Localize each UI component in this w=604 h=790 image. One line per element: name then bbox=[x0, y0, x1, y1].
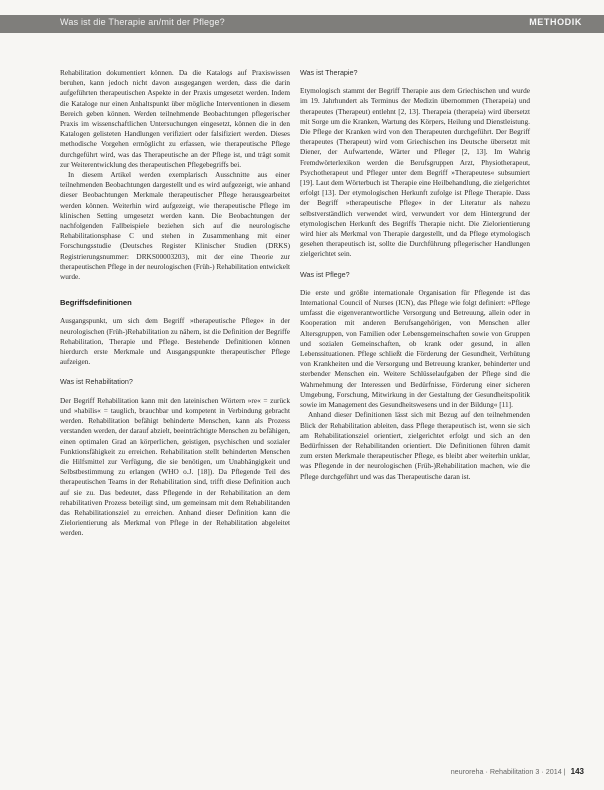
running-header bbox=[0, 15, 604, 33]
page-number: 143 bbox=[570, 767, 584, 776]
page-footer bbox=[451, 767, 584, 776]
paragraph: Der Begriff Rehabilitation kann mit den lateinischen Wörtern »re« = zurück und »habilis« = tauglich, brauchbar und kompetent in Verbindung gebracht werden. Rehabilitation befähigt behinderte Menschen, kann als Prozess verstanden werden, der darauf abzielt, beeinträchtigte Menschen zu befähigen, einen optimalen Grad an körperlichen, geistigen, psychischen und sozialer Funktionsfähigkeit zu erreichen. Rehabilitation stellt behinderten Menschen die Hilfsmittel zur Verfügung, die sie benötigen, um Unabhängigkeit und Selbstbestimmung zu erlangen (WHO o.J. [18]). Da Pflegende Teil des therapeutischen Teams in der Rehabilitation sind, trifft diese Definition auch auf sie zu. Das bedeutet, dass Pflegende in der Rehabilitation an dem rehabilitativen Prozess beteiligt sind, um gemeinsam mit dem Rehabilitanden das Rehabilitationsziel zu erreichen. Anhand dieser Definition kann die Zielorientierung als Merkmal von Pflege in der Rehabilitation abgeleitet werden. bbox=[60, 395, 290, 538]
paragraph: Etymologisch stammt der Begriff Therapie aus dem Griechischen und wurde im 19. Jahrhundert als Terminus der Medizin übernommen (Therapeia) und therapeutes (Therapeut) entlehnt [2, 13]. Therapeia (therapeia) wird übersetzt mit Sorge um die Kranken, Wartung des Körpers, Heilung und Dienstleistung. Die Pflege der Kranken wird von den Therapeuten durchgeführt. Der Begriff therapeutes (Therapeut) wird vom Griechischen ins Deutsche übersetzt mit Diener, der Aufwartende, Wärter und Pfleger [2, 13]. Im Wahrig Fremdwörterlexikon werden die Berufsgruppen Arzt, Physiotherapeut, Psychotherapeut und Pfleger unter dem Begriff »Therapeutes« subsumiert [19]. Laut dem Wörterbuch ist Therapie eine Heilbehandlung, die zielgerichtet erfolgt [13]. Der etymologischen Herkunft zufolge ist Pflege Therapie. Dass der Begriff »therapeutische Pflege« in der Literatur als nahezu selbstverständlich verwendet wird, verwundert vor dem Hintergrund der etymologischen Herkunft des Begriffs Therapie nicht. Die Zielorientierung wird hier als Merkmal von Therapie dargestellt, und da Pflege etymologisch gesehen therapeutisch ist, sollte die Durchführung pflegerischer Handlungen zielgerichtet sein. bbox=[300, 86, 530, 259]
left-column bbox=[60, 68, 290, 539]
subheading-rehabilitation: Was ist Rehabilitation? bbox=[60, 377, 133, 387]
subheading-pflege: Was ist Pflege? bbox=[300, 269, 350, 279]
subheading-therapie: Was ist Therapie? bbox=[300, 68, 358, 77]
paragraph: Rehabilitation dokumentiert können. Da die Katalogs auf Praxiswissen beruhen, kann jedoch nicht davon ausgegangen werden, dass die darin aufgeführten therapeutischen Aspekte in der Praxis umgesetzt werden. Indem die Kataloge nur einen Anhaltspunkt über mögliche Interventionen in diesem Bereich geben können. Werden teilnehmende Beobachtungen pflegerischer Praxis im wissenschaftlichen Untersuchungen eingesetzt, können die in den Katalogen gelisteten Handlungen verifiziert oder falsifiziert werden. Dieses methodische Vorgehen ermöglicht zu erfassen, wie therapeutische Pflege durchgeführt wird, was das Therapeutische an der Pflege ist, und trägt somit zur Weiterentwicklung des therapeutischen Pflegebegriffs bei. bbox=[60, 68, 290, 169]
paragraph: In diesem Artikel werden exemplarisch Ausschnitte aus einer teilnehmenden Beobachtungen dargestellt und es wird aufgezeigt, wie anhand dieser Beobachtungen Merkmale therapeutischer Pflege herausgearbeitet werden können. Weiterhin wird aufgezeigt, wie therapeutische Pflege im klinischen Setting umgesetzt werden kann. Die Beobachtungen der nachfolgenden Fallbeispiele beziehen sich auf die neurologische Rehabilitationsphase C und stehen in Zusammenhang mit einer Forschungsstudie (Deutsches Register Klinischer Studien (DRKS) Registrierungsnummer: DRKS00003203), mit der eine Theorie zur therapeutischen Pflege in der neurologischen (Früh-) Rehabilitation entwickelt wurde. bbox=[60, 170, 290, 282]
right-column bbox=[300, 68, 530, 482]
paragraph: Ausgangspunkt, um sich dem Begriff »therapeutische Pflege« in der neurologischen (Früh-)Rehabilitation zu nähern, ist die Definition der Begriffe Rehabilitation, Therapie und Pflege. Bestehende Definitionen können hierdurch erste Merkmale und Ausgangspunkte therapeutischer Pflege aufzeigen. bbox=[60, 316, 290, 367]
heading-begriffsdefinitionen: Begriffsdefinitionen bbox=[60, 298, 132, 308]
paragraph: Anhand dieser Definitionen lässt sich mit Bezug auf den teilnehmenden Blick der Rehabilitation ableiten, dass Pflege therapeutisch ist, wenn sie sich am Rehabilitationsziel orientiert, zielgerichtet erfolgt und sich an den Bedürfnissen der Rehabilitanden orientiert. Die Definitionen führen damit zum ersten Merkmale therapeutischer Pflege, es bleibt aber weiterhin unklar, was Pflegende in der neurologischen (Früh-)Rehabilitation machen, wie die Pflege durchgeführt und was das Therapeutische daran ist. bbox=[300, 410, 530, 481]
section-label: METHODIK bbox=[529, 17, 582, 27]
journal-name: neuroreha · Rehabilitation 3 · 2014 | bbox=[450, 767, 566, 776]
paragraph: Die erste und größte internationale Organisation für Pflegende ist das International Council of Nurses (ICN), das Pflege wie folgt definiert: »Pflege umfasst die eigenverantwortliche Versorgung und Betreuung, allein oder in Kooperation mit anderen Berufsangehörigen, von Menschen aller Altersgruppen, von Familien oder Lebensgemeinschaften sowie von Gruppen und sozialen Gemeinschaften, ob krank oder gesund, in allen Lebenssituationen. Pflege schließt die Förderung der Gesundheit, Verhütung von Krankheiten und die Versorgung und Betreuung kranker, behinderter und sterbender Menschen ein. Weitere Schlüsselaufgaben der Pflege sind die Wahrnehmung der Interessen und Bedürfnisse, Förderung einer sicheren Umgebung, Forschung, Mitwirkung in der Gestaltung der Gesundheitspolitik sowie im Management des Gesundheitswesens und in der Bildung« [11]. bbox=[300, 287, 530, 410]
header-title: Was ist die Therapie an/mit der Pflege? bbox=[60, 17, 225, 27]
